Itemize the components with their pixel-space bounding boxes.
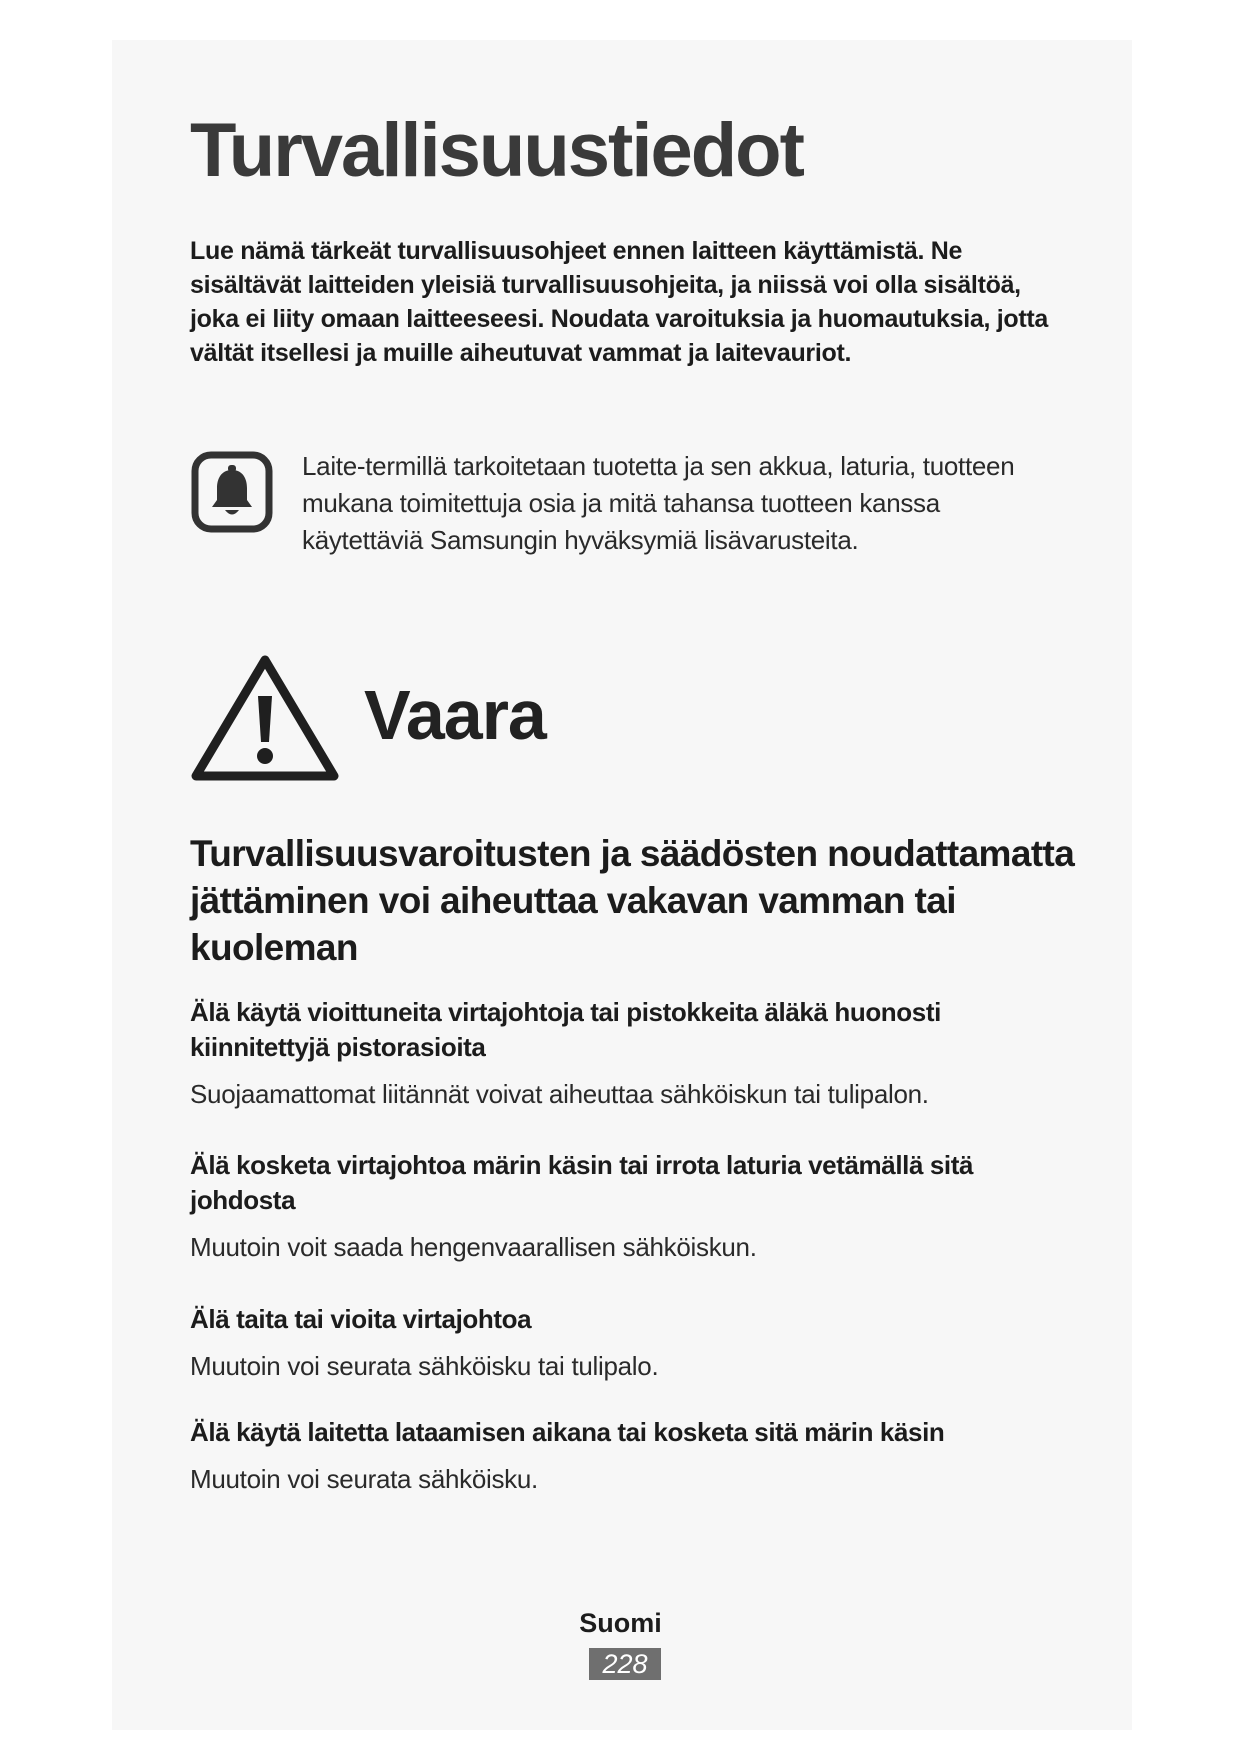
safety-item-title: Älä kosketa virtajohtoa märin käsin tai irrota laturia vetämällä sitä johdosta [190,1150,974,1215]
danger-title: Vaara [364,676,546,754]
safety-item-title: Älä käytä vioittuneita virtajohtoja tai pistokkeita äläkä huonosti kiinnitettyjä pistorasioita [190,997,941,1062]
note-text: Laite-termillä tarkoitetaan tuotetta ja sen akkua, laturia, tuotteen mukana toimitettuja osia ja mitä tahansa tuotteen kanssa käytettäviä Samsungin hyväksymiä lisävarusteita. [302,451,1015,555]
page-title: Turvallisuustiedot [190,108,803,193]
page-number: 228 [589,1648,661,1680]
danger-heading: Turvallisuusvaroitusten ja säädösten noudattamatta jättäminen voi aiheuttaa vakavan vamman tai kuoleman [190,833,1075,968]
safety-item-body: Suojaamattomat liitännät voivat aiheuttaa sähköiskun tai tulipalon. [190,1079,929,1109]
footer-language: Suomi [579,1608,662,1638]
note-block [190,448,1070,558]
safety-item-body: Muutoin voit saada hengenvaarallisen sähköiskun. [190,1232,757,1262]
safety-item-title: Älä taita tai vioita virtajohtoa [190,1304,532,1334]
safety-item [190,1148,1070,1264]
bell-icon [190,450,274,534]
safety-item [190,1302,1070,1383]
safety-item-title: Älä käytä laitetta lataamisen aikana tai kosketa sitä märin käsin [190,1417,945,1447]
warning-triangle-icon [190,652,340,784]
intro-paragraph: Lue nämä tärkeät turvallisuusohjeet ennen laitteen käyttämistä. Ne sisältävät laitteiden yleisiä turvallisuusohjeita, ja niissä voi olla sisältöä, joka ei liity omaan laitteeseesi. Noudata varoituksia ja huomautuksia, jotta vältät itsellesi ja muille aiheutuvat vammat ja laitevauriot. [190,237,1049,367]
safety-item [190,1415,1070,1496]
safety-item-body: Muutoin voi seurata sähköisku tai tulipalo. [190,1351,659,1381]
safety-item-body: Muutoin voi seurata sähköisku. [190,1464,538,1494]
safety-item [190,995,1070,1111]
